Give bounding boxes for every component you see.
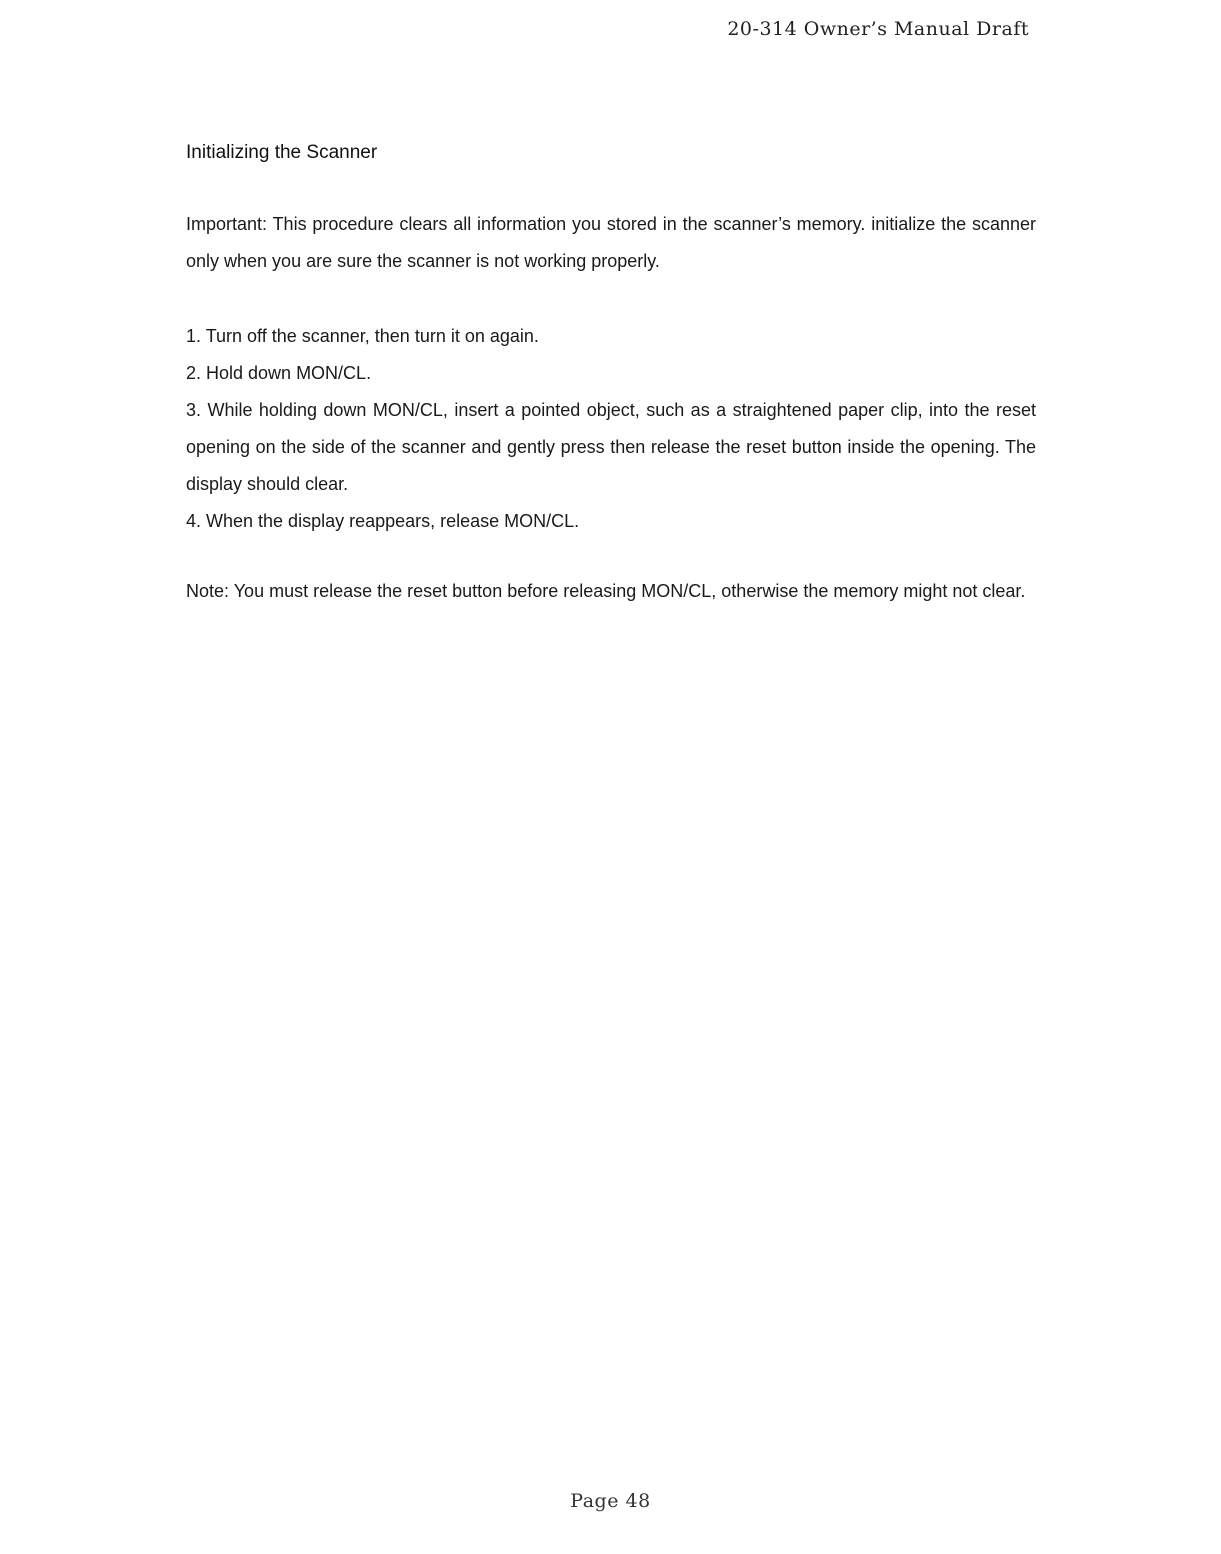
steps-list bbox=[186, 318, 1036, 540]
step-item-2: 2. Hold down MON/CL. bbox=[186, 363, 372, 383]
important-paragraph: Important: This procedure clears all information you stored in the scanner’s memory. initialize the scanner only when you are sure the scanner is not working properly. bbox=[186, 214, 1036, 271]
step-item-1: 1. Turn off the scanner, then turn it on again. bbox=[186, 326, 539, 346]
note-paragraph: Note: You must release the reset button before releasing MON/CL, otherwise the memory might not clear. bbox=[186, 581, 1026, 601]
step-item-4: 4. When the display reappears, release MON/CL. bbox=[186, 511, 580, 531]
running-header: 20-314 Owner’s Manual Draft bbox=[727, 18, 1029, 40]
page-number: Page 48 bbox=[570, 1490, 651, 1512]
step-item-3: 3. While holding down MON/CL, insert a pointed object, such as a straightened paper clip, into the reset opening on the side of the scanner and gently press then release the reset button inside the opening. The display should clear. bbox=[186, 400, 1036, 494]
page-content bbox=[186, 140, 1036, 610]
section-title: Initializing the Scanner bbox=[186, 142, 378, 163]
